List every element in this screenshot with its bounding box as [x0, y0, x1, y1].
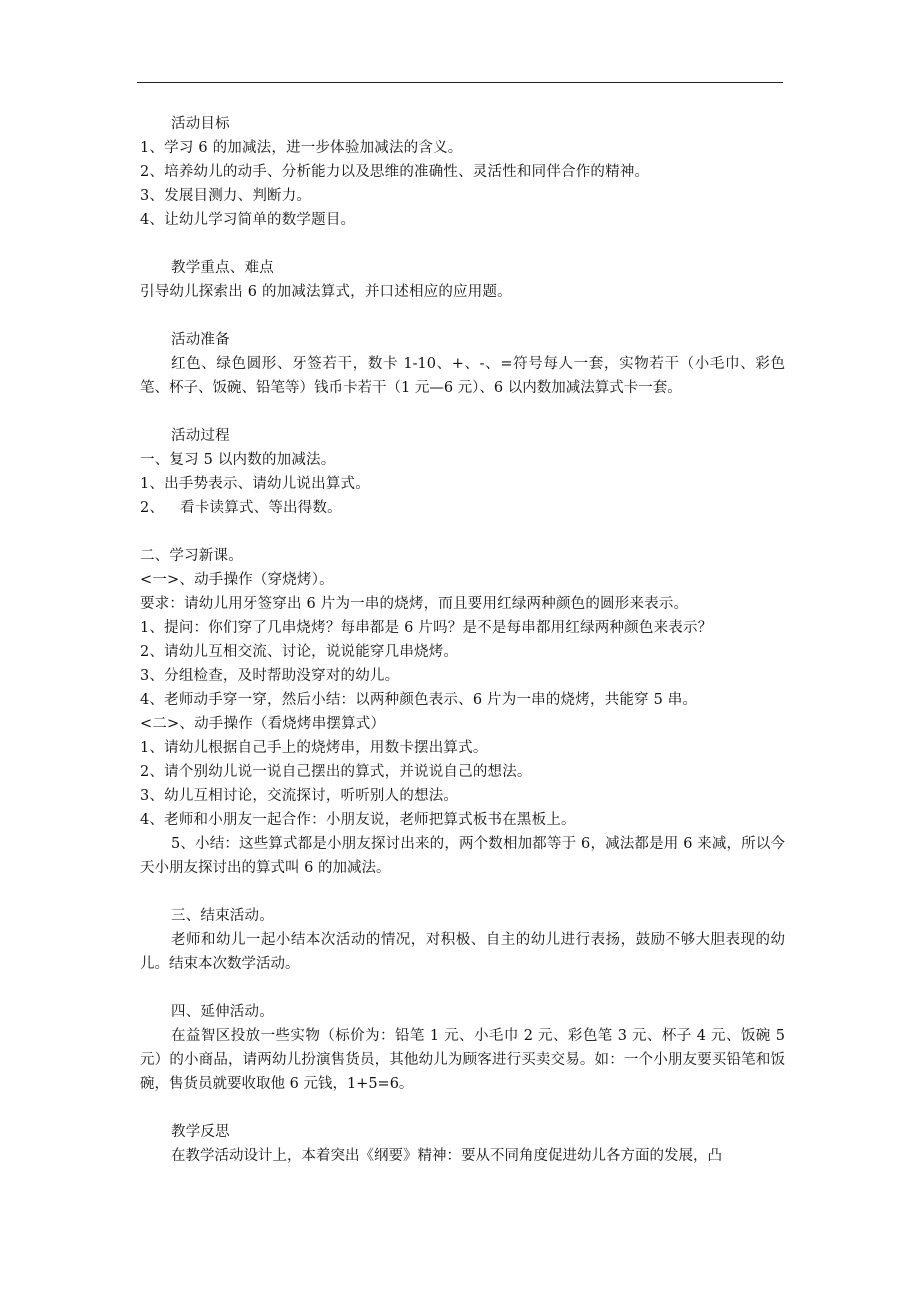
- goal-item: 3、发展目测力、判断力。: [140, 188, 312, 204]
- part2-summary: 5、小结：这些算式都是小朋友探讨出来的，两个数相加都等于 6，减法都是用 6 来减，所以今天小朋友探讨出的算式叫 6 的加减法。: [140, 836, 785, 876]
- part3-title: 三、结束活动。: [171, 908, 274, 924]
- process-section: [140, 424, 785, 520]
- part2-sub1-item: 2、请幼儿互相交流、讨论，说说能穿几串烧烤。: [140, 644, 459, 660]
- goal-item: 1、学习 6 的加减法，进一步体验加减法的含义。: [140, 140, 463, 156]
- goals-heading: 活动目标: [171, 116, 230, 132]
- document-body: [140, 112, 785, 1192]
- part1-item-number: 2、: [140, 500, 165, 516]
- part2-section: [140, 544, 785, 880]
- part2-sub2-title: <二>、动手操作（看烧烤串摆算式）: [140, 716, 386, 732]
- part4-title: 四、延伸活动。: [171, 1004, 274, 1020]
- process-heading: 活动过程: [171, 428, 230, 444]
- preparation-text: 红色、绿色圆形、牙签若干，数卡 1-10、+、-、=符号每人一套，实物若干（小毛巾、彩色笔、杯子、饭碗、铅笔等）钱币卡若干（1 元—6 元）、6 以内数加减法算式卡一套。: [140, 356, 785, 396]
- part2-sub1-item: 1、提问：你们穿了几串烧烤？每串都是 6 片吗？是不是每串都用红绿两种颜色来表示？: [140, 620, 713, 636]
- reflection-heading: 教学反思: [171, 1124, 230, 1140]
- key-points-text: 引导幼儿探索出 6 的加减法算式，并口述相应的应用题。: [140, 284, 512, 300]
- goal-item: 4、让幼儿学习简单的数学题目。: [140, 212, 356, 228]
- part2-sub1-title: <一>、动手操作（穿烧烤）。: [140, 572, 334, 588]
- part4-text: 在益智区投放一些实物（标价为：铅笔 1 元、小毛巾 2 元、彩色笔 3 元、杯子 4 元、饭碗 5 元）的小商品，请两幼儿扮演售货员，其他幼儿为顾客进行买卖交易。如：一个小朋友要买铅笔和饭碗，售货员就要收取他 6 元钱，1+5=6。: [140, 1028, 785, 1092]
- part1-title: 一、复习 5 以内数的加减法。: [140, 452, 336, 468]
- part1-item-text: 看卡读算式、等出得数。: [180, 500, 342, 516]
- part1-item: [140, 496, 785, 520]
- part2-sub2-item: 1、请幼儿根据自己手上的烧烤串，用数卡摆出算式。: [140, 740, 488, 756]
- part2-sub1-item: 4、老师动手穿一穿，然后小结：以两种颜色表示、6 片为一串的烧烤，共能穿 5 串。: [140, 692, 698, 708]
- reflection-text: 在教学活动设计上，本着突出《纲要》精神：要从不同角度促进幼儿各方面的发展，凸: [171, 1148, 722, 1164]
- part4-section: [140, 1000, 785, 1096]
- preparation-section: [140, 328, 785, 400]
- part2-sub1-item: 3、分组检查，及时帮助没穿对的幼儿。: [140, 668, 400, 684]
- key-points-section: [140, 256, 785, 304]
- part1-item: 1、出手势表示、请幼儿说出算式。: [140, 476, 370, 492]
- reflection-section: [140, 1120, 785, 1168]
- part2-sub2-item: 4、老师和小朋友一起合作：小朋友说，老师把算式板书在黑板上。: [140, 812, 576, 828]
- part2-sub2-item: 2、请个别幼儿说一说自己摆出的算式，并说说自己的想法。: [140, 764, 532, 780]
- part2-title: 二、学习新课。: [140, 548, 243, 564]
- goal-item: 2、培养幼儿的动手、分析能力以及思维的准确性、灵活性和同伴合作的精神。: [140, 164, 650, 180]
- part2-sub1-item: 要求：请幼儿用牙签穿出 6 片为一串的烧烤，而且要用红绿两种颜色的圆形来表示。: [140, 596, 689, 612]
- key-points-heading: 教学重点、难点: [171, 260, 274, 276]
- header-rule: [137, 82, 783, 83]
- goals-section: [140, 112, 785, 232]
- part2-sub2-item: 3、幼儿互相讨论，交流探讨，听听别人的想法。: [140, 788, 459, 804]
- preparation-heading: 活动准备: [171, 332, 230, 348]
- part3-section: [140, 904, 785, 976]
- part3-text: 老师和幼儿一起小结本次活动的情况，对积极、自主的幼儿进行表扬，鼓励不够大胆表现的幼儿。结束本次数学活动。: [140, 932, 785, 972]
